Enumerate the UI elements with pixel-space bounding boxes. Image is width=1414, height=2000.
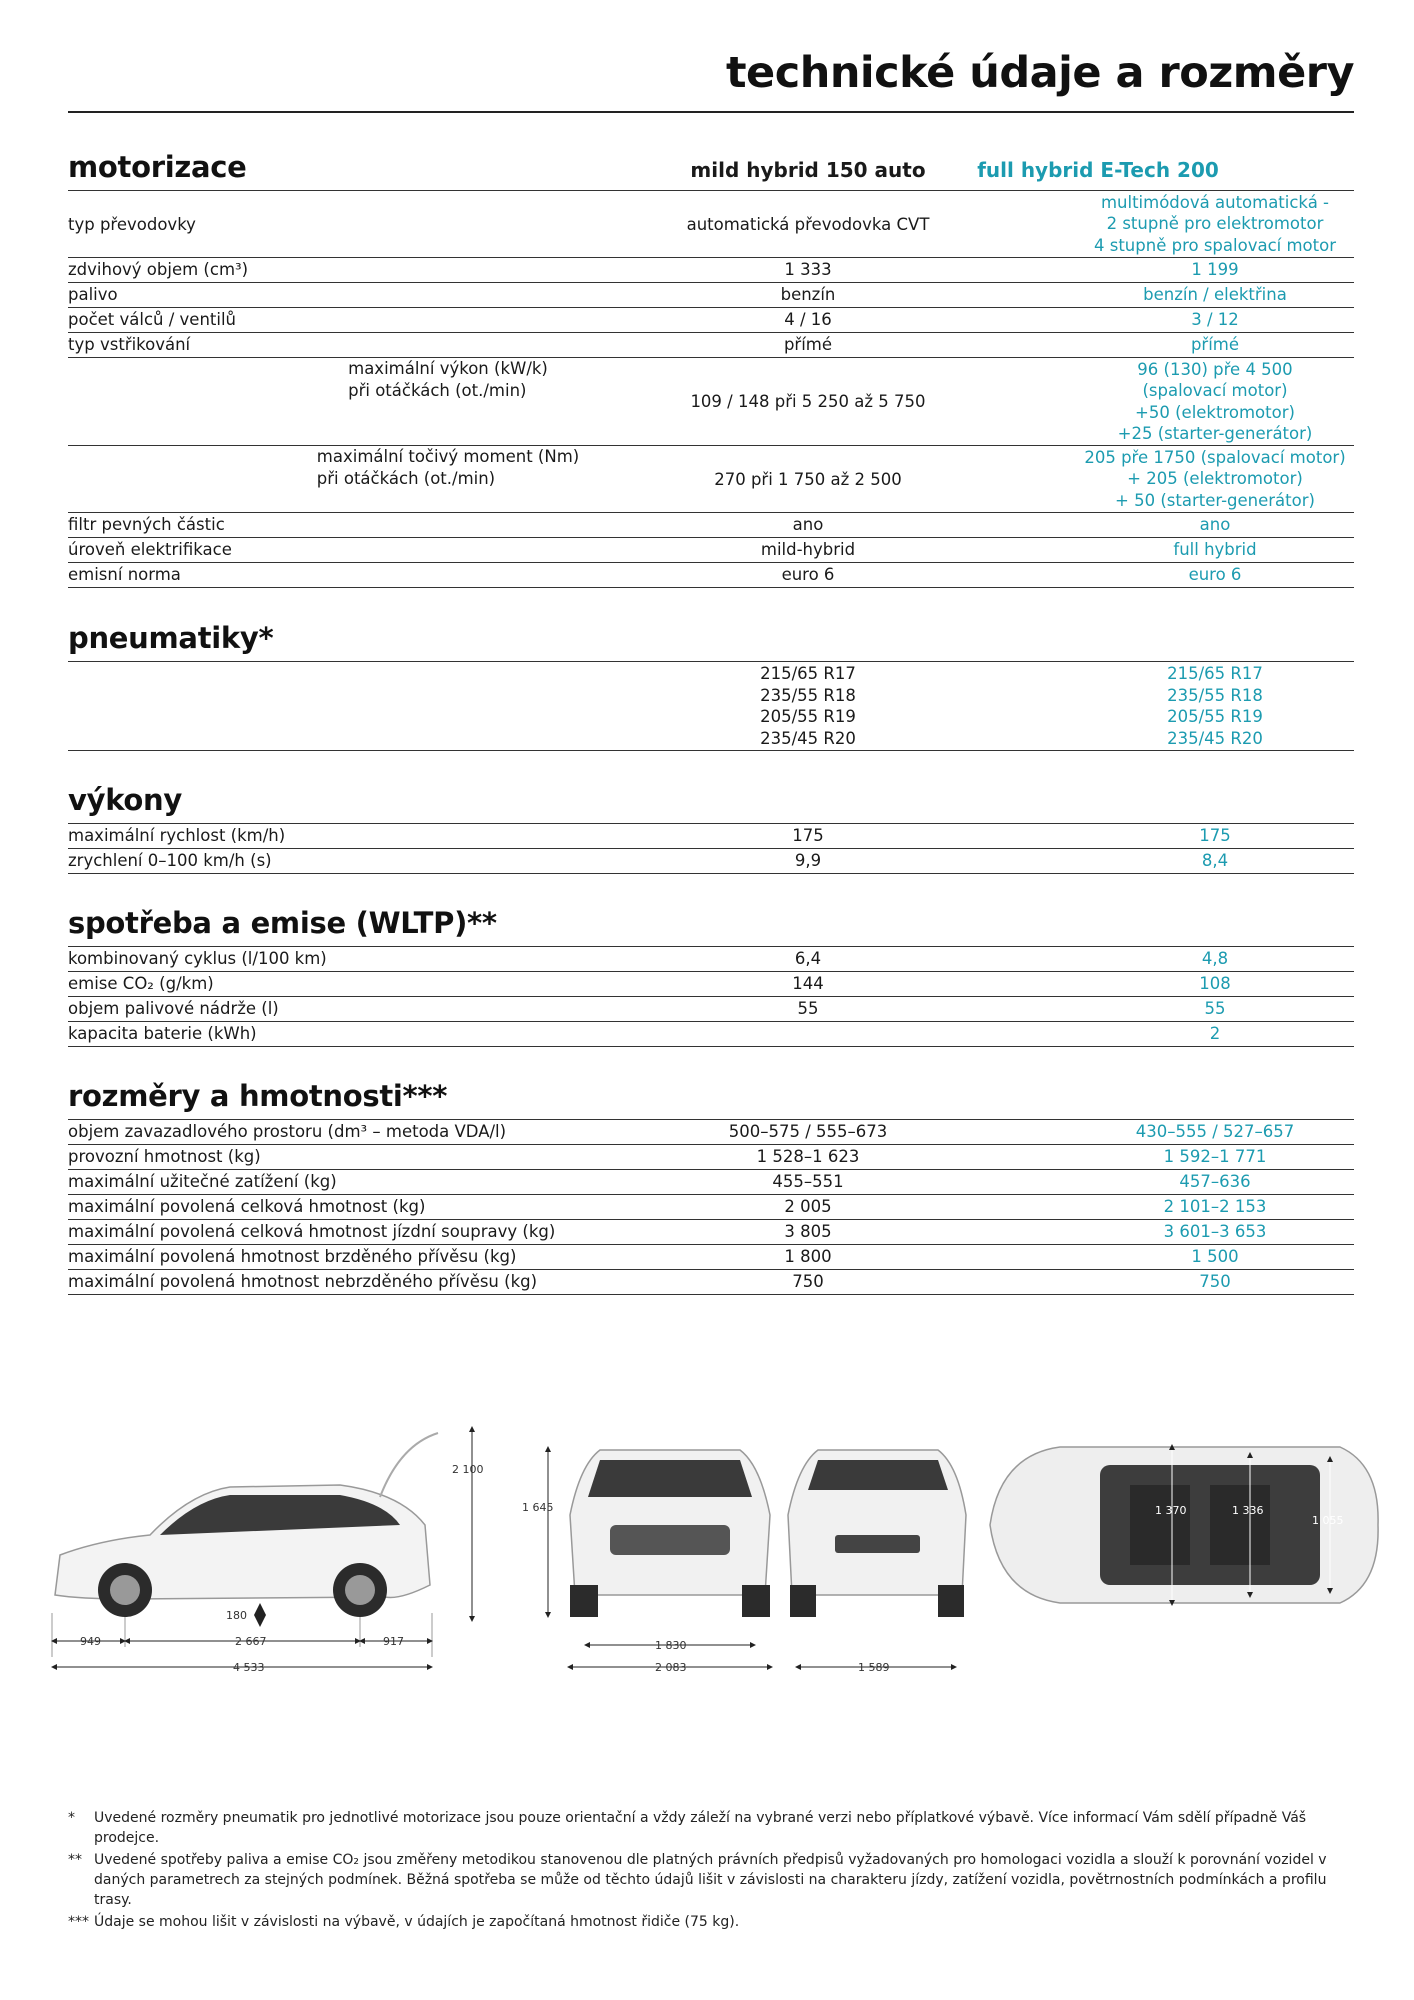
cell-text: euro 6 — [781, 565, 835, 584]
footnotes — [68, 1808, 1354, 1934]
cell-text: provozní hmotnost (kg) — [68, 1147, 261, 1166]
value-mild-hybrid — [628, 1195, 988, 1219]
cell-text: 108 — [1199, 974, 1231, 993]
value-full-hybrid — [1070, 358, 1360, 445]
section-spotreba — [68, 900, 1354, 1047]
cell-text: zrychlení 0–100 km/h (s) — [68, 851, 272, 870]
cell-text: úroveň elektrifikace — [68, 540, 232, 559]
cell-lines — [1118, 359, 1313, 445]
rows-vykony — [68, 824, 1354, 874]
value-full-hybrid — [1070, 1270, 1360, 1294]
cell-text: ano — [792, 515, 824, 534]
cell-line: 205/55 R19 — [760, 707, 856, 726]
dim-front-height: 1 645 — [522, 1501, 554, 1514]
cell-text: 1 500 — [1191, 1247, 1239, 1266]
dim-top-3: 1 055 — [1312, 1514, 1344, 1527]
cell-text: maximální užitečné zatížení (kg) — [68, 1172, 337, 1191]
car-side-view — [55, 1433, 438, 1617]
value-mild-hybrid — [628, 1270, 988, 1294]
cell-line: 215/65 R17 — [760, 664, 856, 683]
value-full-hybrid — [1070, 1220, 1360, 1244]
dim-rear-track: 1 589 — [858, 1661, 890, 1674]
cell-text: maximální povolená hmotnost nebrzděného přívěsu (kg) — [68, 1272, 538, 1291]
value-full-hybrid — [1070, 947, 1360, 971]
cell-line: 235/55 R18 — [760, 685, 856, 705]
value-full-hybrid — [1070, 1145, 1360, 1169]
cell-text: 175 — [1199, 826, 1231, 845]
value-mild-hybrid — [628, 972, 988, 996]
section-header — [68, 1073, 1354, 1120]
cell-line: multimódová automatická - — [1100, 192, 1330, 212]
cell-text: palivo — [68, 285, 118, 304]
section-header — [68, 900, 1354, 947]
cell-text: objem zavazadlového prostoru (dm³ – metoda VDA/l) — [68, 1122, 507, 1141]
dimension-figures — [40, 1385, 1380, 1685]
cell-text: maximální povolená celková hmotnost (kg) — [68, 1197, 426, 1216]
cell-line: + 50 (starter-generátor) — [1115, 490, 1315, 510]
value-mild-hybrid — [628, 1245, 988, 1269]
cell-text: 3 601–3 653 — [1163, 1222, 1267, 1241]
cell-line: 205 pře 1750 (spalovací motor) — [1084, 447, 1346, 467]
cell-text: 1 592–1 771 — [1163, 1147, 1267, 1166]
footnote — [68, 1850, 1354, 1910]
dim-top-2: 1 336 — [1232, 1504, 1264, 1517]
cell-line: 235/55 R18 — [1167, 685, 1263, 705]
value-mild-hybrid — [628, 513, 988, 537]
cell-line: 235/45 R20 — [760, 728, 856, 748]
cell-text: mild-hybrid — [760, 540, 856, 559]
cell-text: 1 333 — [784, 260, 832, 279]
table-row — [68, 258, 1354, 283]
value-full-hybrid — [1070, 538, 1360, 562]
table-row — [68, 308, 1354, 333]
value-mild-hybrid — [628, 191, 988, 257]
table-row — [68, 662, 1354, 751]
cell-text: počet válců / ventilů — [68, 310, 237, 329]
rows-motorizace — [68, 191, 1354, 588]
cell-line: 96 (130) pře 4 500 — [1137, 359, 1293, 379]
section-motorizace — [68, 142, 1354, 588]
rows-rozmery — [68, 1120, 1354, 1295]
cell-text: 4,8 — [1201, 949, 1229, 968]
cell-text: emise CO₂ (g/km) — [68, 974, 214, 993]
dim-front-track: 1 830 — [655, 1639, 687, 1652]
cell-text: 55 — [797, 999, 819, 1018]
footnote-mark: * — [68, 1810, 75, 1826]
section-title: spotřeba a emise (WLTP)** — [68, 906, 497, 940]
cell-text: 1 199 — [1191, 260, 1239, 279]
value-full-hybrid — [1070, 283, 1360, 307]
value-mild-hybrid — [628, 308, 988, 332]
cell-lines — [348, 358, 548, 401]
table-row — [68, 283, 1354, 308]
cell-text: full hybrid — [1173, 540, 1257, 559]
cell-text: 750 — [792, 1272, 824, 1291]
value-full-hybrid — [1070, 1022, 1360, 1046]
cell-text: zdvihový objem (cm³) — [68, 260, 249, 279]
table-row — [68, 997, 1354, 1022]
cell-line: 205/55 R19 — [1167, 707, 1263, 726]
cell-text: kapacita baterie (kWh) — [68, 1024, 257, 1043]
value-full-hybrid — [1070, 997, 1360, 1021]
cell-line: 2 stupně pro elektromotor — [1106, 214, 1324, 234]
table-row — [68, 333, 1354, 358]
value-mild-hybrid — [628, 1120, 988, 1144]
page-title: technické údaje a rozměry — [726, 48, 1354, 98]
value-full-hybrid — [1070, 446, 1360, 512]
cell-line: maximální točivý moment (Nm) — [316, 447, 580, 466]
cell-lines — [1167, 663, 1263, 749]
cell-text: přímé — [783, 335, 833, 354]
value-mild-hybrid — [628, 1145, 988, 1169]
cell-text: kombinovaný cyklus (l/100 km) — [68, 949, 327, 968]
cell-line: 215/65 R17 — [1167, 664, 1263, 683]
cell-text: 109 / 148 při 5 250 až 5 750 — [690, 392, 926, 411]
table-row — [68, 1170, 1354, 1195]
cell-line: při otáčkách (ot./min) — [348, 380, 527, 400]
value-mild-hybrid — [628, 1170, 988, 1194]
cell-line: 235/45 R20 — [1167, 728, 1263, 748]
value-full-hybrid — [1070, 1120, 1360, 1144]
table-row — [68, 849, 1354, 874]
dim-top-1: 1 370 — [1155, 1504, 1187, 1517]
dim-rear-overhang: 917 — [383, 1635, 404, 1648]
cell-line: při otáčkách (ot./min) — [316, 468, 496, 488]
value-mild-hybrid — [628, 824, 988, 848]
dim-width: 2 083 — [655, 1661, 687, 1674]
cell-lines — [1084, 447, 1345, 512]
value-mild-hybrid — [628, 358, 988, 445]
rear-dimensions — [796, 1661, 956, 1674]
cell-text: benzín — [780, 285, 836, 304]
table-row — [68, 1245, 1354, 1270]
section-title: motorizace — [68, 150, 247, 184]
table-row — [68, 191, 1354, 258]
cell-text: přímé — [1190, 335, 1240, 354]
section-rozmery — [68, 1073, 1354, 1295]
value-mild-hybrid — [628, 333, 988, 357]
cell-lines — [760, 663, 856, 749]
column-header-mild-hybrid: mild hybrid 150 auto — [690, 158, 926, 182]
cell-text: 1 800 — [784, 1247, 832, 1266]
cell-text: typ převodovky — [68, 214, 196, 234]
cell-line: +25 (starter-generátor) — [1117, 424, 1313, 443]
dim-wheelbase: 2 667 — [235, 1635, 267, 1648]
cell-text: benzín / elektřina — [1143, 285, 1287, 304]
cell-text: 175 — [792, 826, 824, 845]
cell-text: emisní norma — [68, 565, 181, 584]
car-front-view — [570, 1450, 770, 1617]
footnote — [68, 1912, 1354, 1932]
cell-text: euro 6 — [1188, 565, 1242, 584]
section-title: rozměry a hmotnosti*** — [68, 1079, 448, 1113]
footnote-text: Uvedené rozměry pneumatik pro jednotlivé motorizace jsou pouze orientační a vždy záleží na vybrané verzi nebo příplatkové výbavě. Více informací Vám sdělí případně Váš prodejce. — [94, 1810, 1307, 1846]
value-full-hybrid — [1070, 662, 1360, 750]
footnote-mark: *** — [68, 1914, 89, 1930]
footnote-text: Uvedené spotřeby paliva a emise CO₂ jsou změřeny metodikou stanovenou dle platných právních předpisů vyžadovaných pro homologaci vozidla a slouží k porovnání vozidel v daných parametrech za stejných podmínek. Běžná spotřeba se může od těchto údajů lišit v závislosti na charakteru jízdy, zatížení vozidla, povětrnostních podmínkách a profilu trasy. — [94, 1852, 1327, 1908]
table-row — [68, 1270, 1354, 1295]
value-full-hybrid — [1070, 513, 1360, 537]
value-full-hybrid — [1070, 191, 1360, 257]
cell-text: ano — [1199, 515, 1231, 534]
cell-text: 3 / 12 — [1191, 310, 1239, 329]
value-full-hybrid — [1070, 1170, 1360, 1194]
table-row — [68, 1195, 1354, 1220]
table-row — [68, 1145, 1354, 1170]
dim-ground-clearance: 180 — [226, 1609, 247, 1622]
cell-text: typ vstřikování — [68, 335, 191, 354]
cell-text: 455–551 — [772, 1172, 844, 1191]
value-full-hybrid — [1070, 824, 1360, 848]
table-row — [68, 1120, 1354, 1145]
table-row — [68, 824, 1354, 849]
value-mild-hybrid — [628, 538, 988, 562]
cell-text: maximální rychlost (km/h) — [68, 826, 286, 845]
value-mild-hybrid — [628, 849, 988, 873]
footnote — [68, 1808, 1354, 1848]
value-mild-hybrid — [628, 283, 988, 307]
cell-text: filtr pevných částic — [68, 515, 225, 534]
section-header — [68, 142, 1354, 191]
table-row — [68, 446, 1354, 513]
footnote-mark: ** — [68, 1852, 82, 1868]
cell-text: 500–575 / 555–673 — [728, 1122, 888, 1141]
value-full-hybrid — [1070, 258, 1360, 282]
value-full-hybrid — [1070, 308, 1360, 332]
cell-text: 1 528–1 623 — [756, 1147, 860, 1166]
cell-text: 2 — [1209, 1024, 1221, 1043]
table-row — [68, 563, 1354, 588]
cell-text: maximální povolená celková hmotnost jízdní soupravy (kg) — [68, 1222, 556, 1241]
cell-text: 457–636 — [1179, 1172, 1251, 1191]
section-vykony — [68, 777, 1354, 874]
cell-text: 9,9 — [794, 851, 822, 870]
cell-text: objem palivové nádrže (l) — [68, 999, 279, 1018]
value-full-hybrid — [1070, 972, 1360, 996]
section-header — [68, 615, 1354, 662]
table-row — [68, 358, 1354, 446]
value-mild-hybrid — [628, 446, 988, 512]
cell-text: 270 při 1 750 až 2 500 — [714, 469, 902, 489]
value-mild-hybrid — [628, 662, 988, 750]
cell-lines — [317, 446, 579, 489]
value-full-hybrid — [1070, 1245, 1360, 1269]
table-row — [68, 972, 1354, 997]
cell-line: 4 stupně pro spalovací motor — [1094, 235, 1336, 255]
cell-text: 144 — [792, 974, 824, 993]
cell-text: 2 005 — [784, 1197, 832, 1216]
value-mild-hybrid — [628, 563, 988, 587]
value-full-hybrid — [1070, 563, 1360, 587]
table-row — [68, 1220, 1354, 1245]
title-rule — [68, 111, 1354, 113]
table-row — [68, 947, 1354, 972]
value-mild-hybrid — [628, 1022, 988, 1046]
dim-front-overhang: 949 — [80, 1635, 101, 1648]
side-length-dimensions — [52, 1613, 432, 1674]
section-title: pneumatiky* — [68, 621, 274, 655]
value-mild-hybrid — [628, 258, 988, 282]
cell-text: 8,4 — [1201, 851, 1229, 870]
value-full-hybrid — [1070, 849, 1360, 873]
cell-lines — [1094, 192, 1336, 257]
car-rear-view — [788, 1450, 966, 1617]
cell-text: 750 — [1199, 1272, 1231, 1291]
cell-line: maximální výkon (kW/k) — [348, 359, 548, 378]
value-full-hybrid — [1070, 333, 1360, 357]
cell-line: (spalovací motor) — [1142, 381, 1288, 400]
cell-text: automatická převodovka CVT — [686, 214, 930, 234]
table-row — [68, 513, 1354, 538]
footnote-text: Údaje se mohou lišit v závislosti na výbavě, v údajích je započítaná hmotnost řidiče (75 kg). — [94, 1914, 740, 1930]
table-row — [68, 1022, 1354, 1047]
side-ground-dimension — [226, 1605, 260, 1625]
column-header-full-hybrid: full hybrid E-Tech 200 — [977, 158, 1219, 182]
value-mild-hybrid — [628, 997, 988, 1021]
cell-text: 55 — [1204, 999, 1226, 1018]
cell-text: 6,4 — [794, 949, 822, 968]
table-row — [68, 538, 1354, 563]
side-height-dimension — [452, 1427, 484, 1621]
value-full-hybrid — [1070, 1195, 1360, 1219]
rows-spotreba — [68, 947, 1354, 1047]
cell-text: 430–555 / 527–657 — [1135, 1122, 1295, 1141]
dim-length: 4 533 — [233, 1661, 265, 1674]
section-pneumatiky — [68, 615, 1354, 751]
cell-text: 4 / 16 — [784, 310, 832, 329]
cell-text: 3 805 — [784, 1222, 832, 1241]
section-title: výkony — [68, 783, 182, 817]
cell-line: + 205 (elektromotor) — [1127, 469, 1303, 489]
section-header — [68, 777, 1354, 824]
cell-text: 2 101–2 153 — [1163, 1197, 1267, 1216]
dim-side-height: 2 100 — [452, 1463, 484, 1476]
cell-line: +50 (elektromotor) — [1135, 402, 1295, 422]
value-mild-hybrid — [628, 947, 988, 971]
cell-text: maximální povolená hmotnost brzděného přívěsu (kg) — [68, 1247, 517, 1266]
value-mild-hybrid — [628, 1220, 988, 1244]
